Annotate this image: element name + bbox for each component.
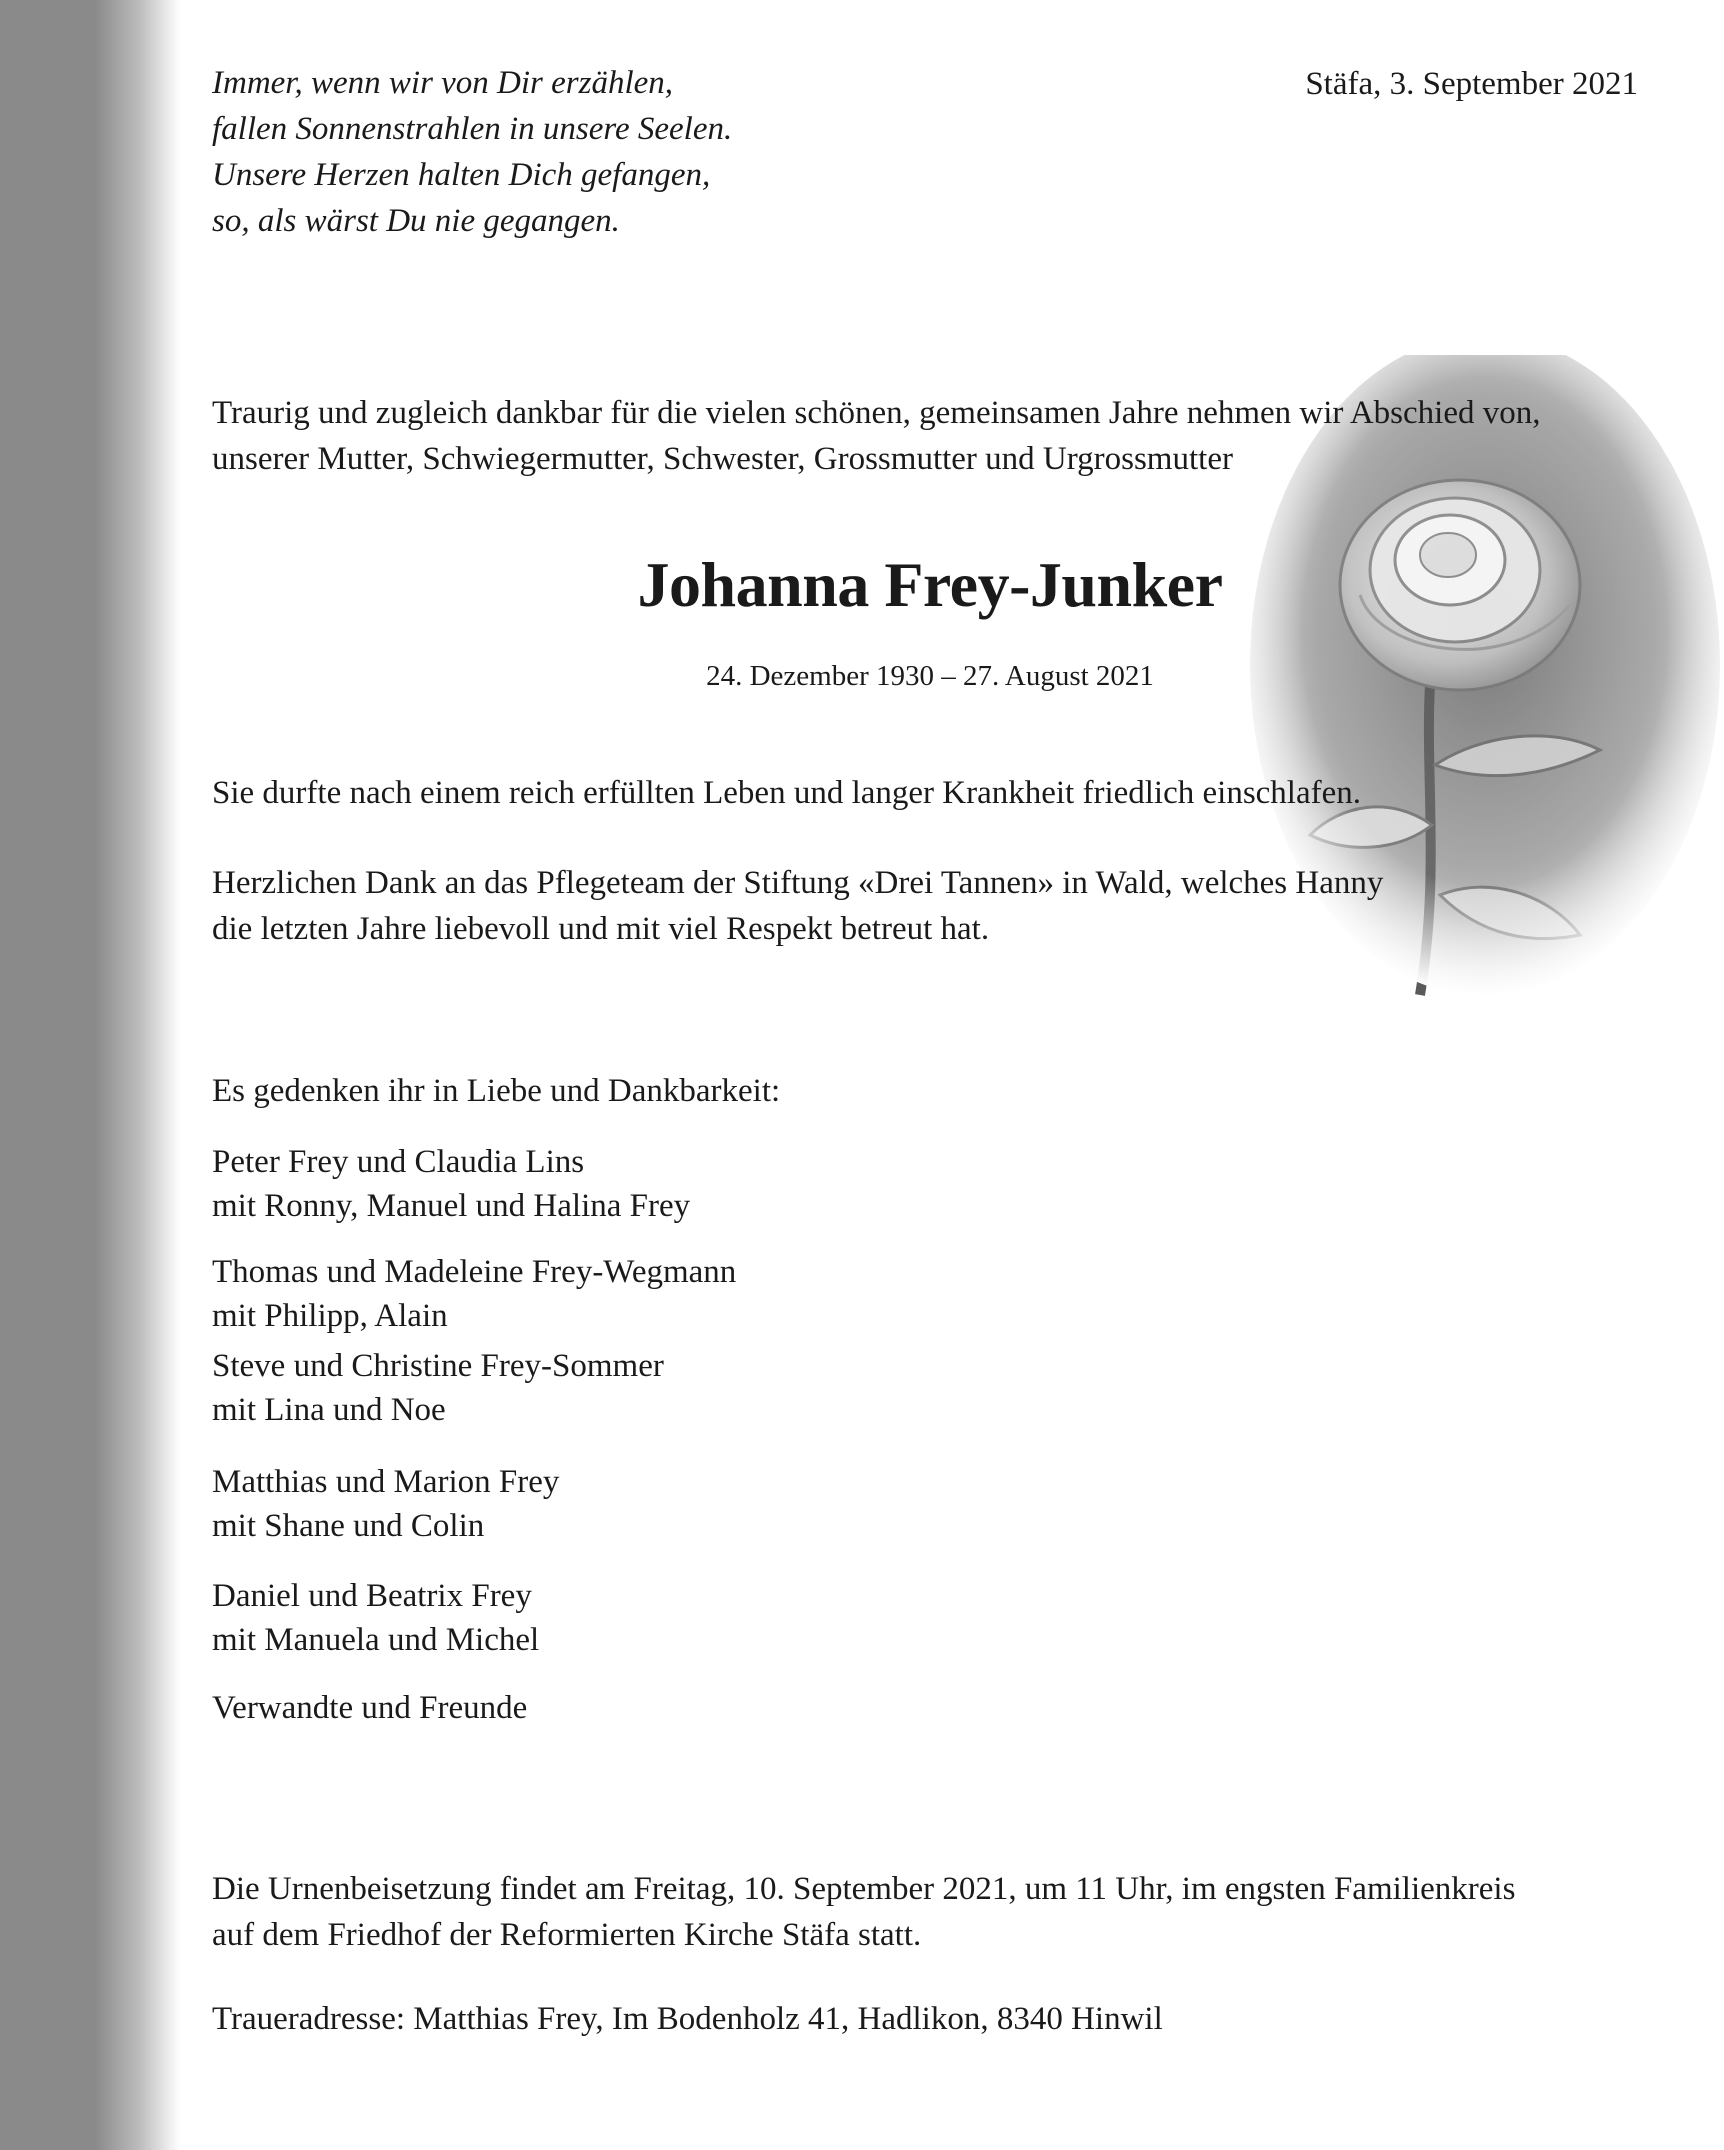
family-line: Peter Frey und Claudia Lins xyxy=(212,1144,585,1180)
poem-line: so, als wärst Du nie gegangen. xyxy=(212,203,620,239)
family-line: mit Shane und Colin xyxy=(212,1508,485,1544)
poem xyxy=(212,60,732,244)
passing-sentence: Sie durfte nach einem reich erfüllten Leben und langer Krankheit friedlich einschlafen. xyxy=(212,775,1362,811)
deceased-name: Johanna Frey-Junker xyxy=(637,549,1223,620)
burial-line: Die Urnenbeisetzung findet am Freitag, 10. September 2021, um 11 Uhr, im engsten Familienkreis xyxy=(212,1871,1516,1907)
family-group xyxy=(212,1686,527,1730)
family-group xyxy=(212,1140,690,1228)
intro-line: unserer Mutter, Schwiegermutter, Schwester, Grossmutter und Urgrossmutter xyxy=(212,441,1233,477)
family-line: Steve und Christine Frey-Sommer xyxy=(212,1348,664,1384)
family-group xyxy=(212,1460,559,1548)
family-line: Matthias und Marion Frey xyxy=(212,1464,560,1500)
family-line: mit Ronny, Manuel und Halina Frey xyxy=(212,1188,691,1224)
life-dates: 24. Dezember 1930 – 27. August 2021 xyxy=(706,660,1154,692)
remember-intro: Es gedenken ihr in Liebe und Dankbarkeit: xyxy=(212,1073,781,1109)
family-group xyxy=(212,1250,736,1338)
intro-text xyxy=(212,390,1541,482)
poem-line: Immer, wenn wir von Dir erzählen, xyxy=(212,65,674,101)
family-line: mit Lina und Noe xyxy=(212,1392,446,1428)
thanks-line: die letzten Jahre liebevoll und mit viel Respekt betreut hat. xyxy=(212,911,990,947)
family-line: mit Philipp, Alain xyxy=(212,1298,448,1334)
family-line: Daniel und Beatrix Frey xyxy=(212,1578,532,1614)
poem-line: Unsere Herzen halten Dich gefangen, xyxy=(212,157,711,193)
family-line: Verwandte und Freunde xyxy=(212,1690,528,1726)
family-group xyxy=(212,1574,539,1662)
thanks-text xyxy=(212,860,1383,952)
thanks-line: Herzlichen Dank an das Pflegeteam der Stiftung «Drei Tannen» in Wald, welches Hanny xyxy=(212,865,1384,901)
left-gray-band xyxy=(0,0,180,2150)
place-date: Stäfa, 3. September 2021 xyxy=(1305,66,1638,102)
family-group xyxy=(212,1344,664,1432)
burial-line: auf dem Friedhof der Reformierten Kirche Stäfa statt. xyxy=(212,1917,922,1953)
poem-line: fallen Sonnenstrahlen in unsere Seelen. xyxy=(212,111,733,147)
family-line: Thomas und Madeleine Frey-Wegmann xyxy=(212,1254,737,1290)
burial-notice xyxy=(212,1866,1515,1958)
mourning-address: Traueradresse: Matthias Frey, Im Bodenholz 41, Hadlikon, 8340 Hinwil xyxy=(212,2001,1163,2037)
intro-line: Traurig und zugleich dankbar für die vielen schönen, gemeinsamen Jahre nehmen wir Abschied von, xyxy=(212,395,1541,431)
family-line: mit Manuela und Michel xyxy=(212,1622,540,1658)
